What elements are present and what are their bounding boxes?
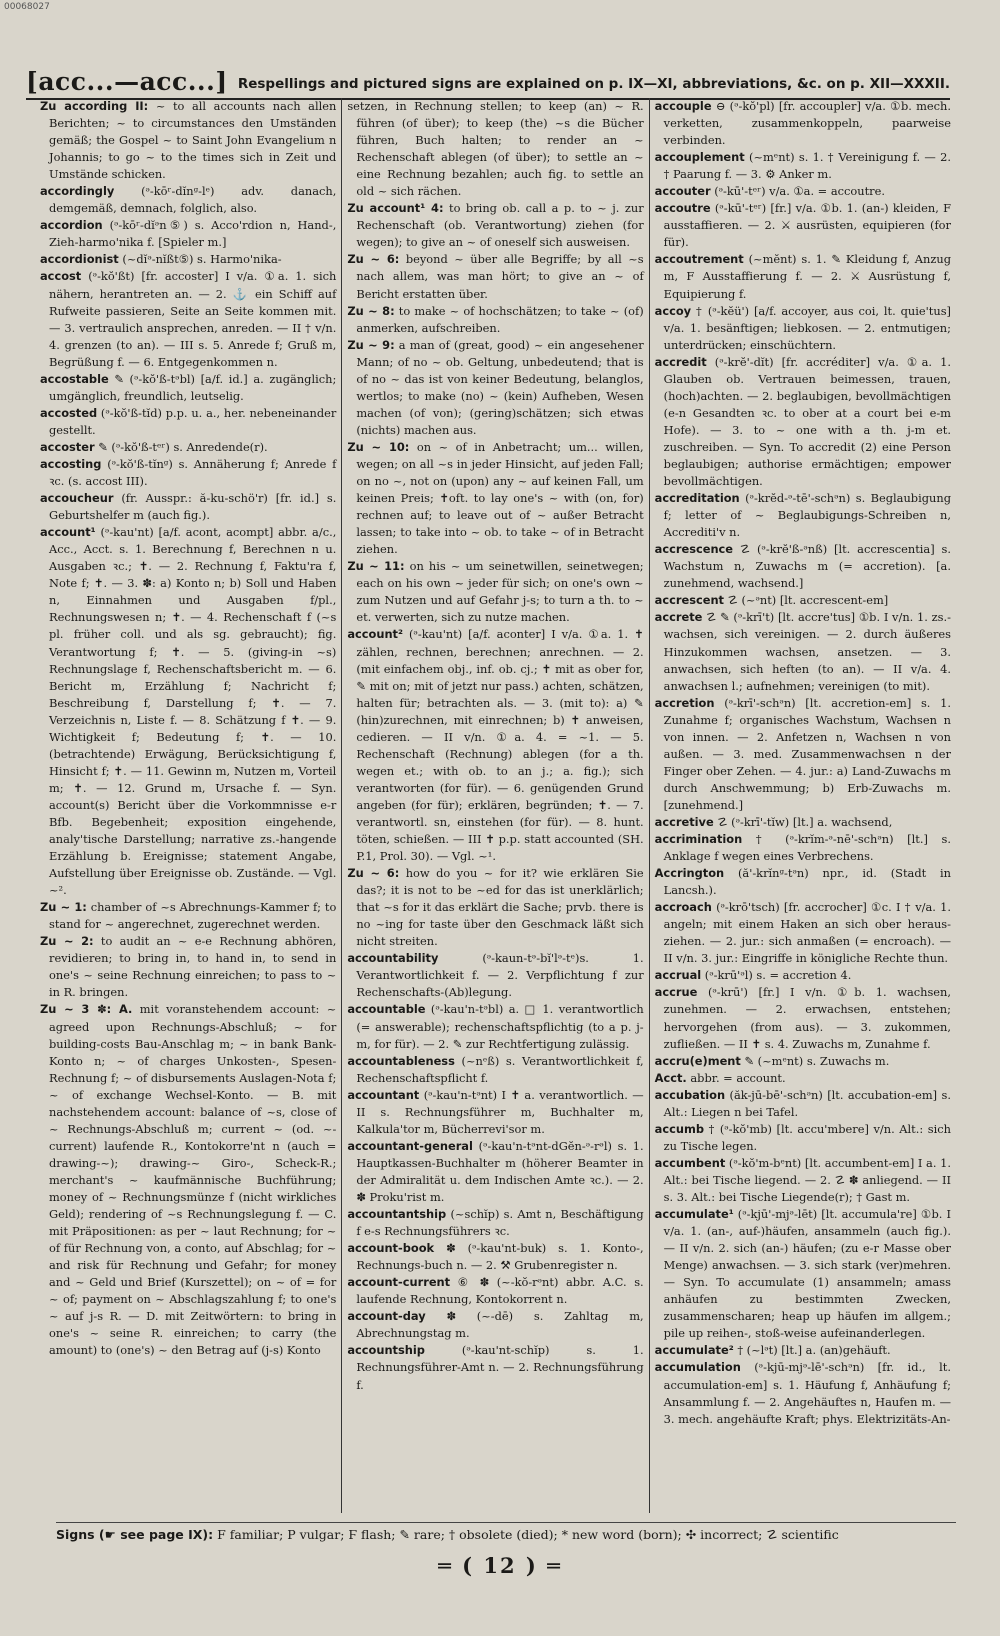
entry-headword: accordingly — [40, 184, 115, 199]
entry-text: ☡ (~ᵊnt) [lt. accrescent-em] — [727, 593, 889, 608]
dictionary-entry — [347, 950, 643, 1001]
dictionary-entry — [40, 456, 336, 490]
dictionary-entry — [347, 1274, 643, 1308]
entry-headword: accreditation — [654, 491, 740, 506]
entry-headword: accrescence — [654, 542, 734, 557]
column-3 — [649, 98, 956, 1513]
dictionary-entry — [655, 183, 951, 200]
entry-headword: accouplement — [654, 150, 745, 165]
dictionary-entry — [655, 200, 951, 251]
entry-headword: accoutre — [654, 201, 711, 216]
entry-text: (ᵊ-kau'n-tᵊnt) I ✝ a. verantwortlich. — II s. Rechnungsführer m, Buchhalter m, Kalkula'tor m, Bücherrevi'sor m. — [356, 1087, 644, 1136]
dictionary-entry — [40, 405, 336, 439]
dictionary-entry — [347, 1053, 643, 1087]
entry-headword: Zu ~ 2: — [40, 934, 94, 949]
dictionary-entry — [655, 149, 951, 183]
dictionary-entry — [655, 303, 951, 354]
entry-headword: accosted — [40, 405, 98, 420]
dictionary-entry — [40, 899, 336, 933]
entry-text: (ᵊ-kau'nt-schĭp) s. 1. Rechnungsführer-Amt n. — 2. Rechnungsführung f. — [356, 1343, 644, 1392]
dictionary-entry — [40, 268, 336, 370]
entry-headword: accostable — [40, 371, 109, 386]
entry-headword: accountableness — [347, 1053, 455, 1068]
entry-text: (ă'-krĭnᵍ-tᵊn) npr., id. (Stadt in Lancsh.). — [663, 866, 951, 898]
dictionary-entry — [655, 695, 951, 814]
dictionary-entry — [347, 1240, 643, 1274]
entry-text: abbr. = account. — [690, 1070, 786, 1085]
entry-headword: account² — [347, 627, 403, 642]
dictionary-entry — [347, 439, 643, 558]
entry-headword: accroach — [654, 900, 712, 915]
entry-text: (ăk-jū-bē'-schᵊn) [lt. accubation-em] s. Alt.: Liegen n bei Tafel. — [663, 1087, 951, 1119]
dictionary-entry — [655, 1342, 951, 1359]
entry-text: ☡ ✎ (ᵊ-krī't) [lt. accre'tus] ①b. I v/n. 1. zs.-wachsen, sich vereinigen. — 2. durch äußeres Hinzukommen wachsen, ansetzen. — 3. anwachsen, sich heften (to an). — II v/a. 4. anwachsen l.; aufnehmen; vereinigen (to mit). — [663, 610, 951, 693]
dictionary-entry — [655, 98, 951, 149]
entry-text: a man of (great, good) ~ ein angesehener Mann; of no ~ ob. Geltung, unbedeutend; that is of no ~ das ist von keiner Bedeutung, belanglos, wertlos; to make (no) ~ (kein) Aufheben, Wesen machen (of von); (gering)schätzen; sich etwas (nichts) machen aus. — [356, 337, 644, 437]
dictionary-entry — [655, 814, 951, 831]
entry-headword: accoutrement — [654, 252, 744, 267]
entry-text: ✎ (~mᵉnt) s. Zuwachs m. — [744, 1053, 890, 1068]
entry-headword: accountant-general — [347, 1138, 473, 1153]
dictionary-entry — [655, 609, 951, 694]
dictionary-entry — [40, 217, 336, 251]
entry-text: ⑥ ✽ (~-kŏ-rᵊnt) abbr. A.C. s. laufende Rechnung, Kontokorrent n. — [356, 1275, 644, 1307]
entry-headword: accoucheur — [40, 491, 114, 506]
guide-words: [acc...—acc...] — [26, 67, 228, 96]
dictionary-entry — [655, 967, 951, 984]
entry-headword: Zu according II: — [40, 99, 149, 113]
signs-text: F familiar; P vulgar; Ϝ flash; ✎ rare; † obsolete (died); * new word (born); ✣ incorrect; ☡ scientific — [217, 1527, 839, 1542]
entry-text: (ᵊ-kjū'-mjᵊ-lēt) [lt. accumula're] ①b. I v/a. 1. (an-, auf-)häufen, ansammeln (auch fig.). — II v/n. 2. sich (an-) häufen; (zu e-r Masse ober Menge) anwachsen. — 3. sich stark (ver)mehren. — Syn. To accumulate (1) ansammeln; amass anhäufen zu bestimmten Zwecken, zusammenscharen; heap up häufen im allgem.; pile up reihen-, stoß-weise aufeinanderlegen. — [663, 1207, 951, 1341]
entry-headword: accoy — [654, 303, 692, 318]
dictionary-entry — [347, 626, 643, 865]
entry-text: (~mᵉnt) s. 1. † Vereinigung f. — 2. † Paarung f. — 3. ⚙ Anker m. — [663, 150, 951, 182]
dictionary-entry — [40, 98, 336, 183]
entry-headword: accountant — [347, 1087, 420, 1102]
columns — [30, 98, 956, 1513]
entry-text: to bring ob. call a p. to ~ j. zur Rechenschaft (ob. Verantwortung) ziehen (for wegen); to give an ~ of oneself sich ausweisen. — [356, 201, 644, 250]
dictionary-entry — [347, 558, 643, 626]
dictionary-entry — [40, 933, 336, 1001]
entry-text: (~nᵉß) s. Verantwortlichkeit f, Rechenschaftspflicht f. — [356, 1053, 644, 1085]
entry-text: how do you ~ for it? wie erklären Sie das?; it is not to be ~ed for das ist unerklärlich; that ~s for it das erklärt die Sache; prvb. there is no ~ing for taste über den Geschmack läßt sich nicht streiten. — [356, 866, 644, 949]
entry-headword: accumb — [654, 1121, 704, 1136]
entry-headword: Zu ~ 6: — [347, 866, 400, 881]
page-number: ═ ( 12 ) ═ — [438, 1553, 562, 1578]
dictionary-entry — [655, 984, 951, 1052]
entry-text: † (ᵊ-krĭm-ᵊ-nē'-schᵊn) [lt.] s. Anklage f wegen eines Verbrechens. — [663, 832, 951, 864]
entry-headword: accretive — [654, 814, 714, 829]
dictionary-entry — [347, 251, 643, 302]
dictionary-entry — [655, 865, 951, 899]
entry-headword: Zu account¹ 4: — [347, 201, 444, 216]
signs-legend — [56, 1522, 956, 1542]
entry-text: (ᵊ-kŏ'm-bᵉnt) [lt. accumbent-em] I a. 1. Alt.: bei Tische liegend. — 2. ☡ ✽ anliegend. — II s. 3. Alt.: bei Tische Liegende(r); † Gast m. — [663, 1155, 951, 1204]
dictionary-entry — [655, 490, 951, 541]
dictionary-entry — [347, 337, 643, 439]
dictionary-entry — [347, 1001, 643, 1052]
entry-headword: Accrington — [654, 866, 725, 881]
entry-headword: accrue — [654, 985, 698, 1000]
entry-text: (ᵊ-kŏ'ß-tĭd) p.p. u. a., her. nebeneinander gestellt. — [49, 405, 337, 437]
entry-headword: Zu ~ 3 ✽: A. — [40, 1002, 133, 1017]
entry-text: (ᵊ-kŏ'ß-tĭnᵍ) s. Annäherung f; Anrede f ꝛc. (s. accost III). — [49, 456, 337, 489]
entry-headword: account¹ — [40, 525, 96, 540]
dictionary-entry — [655, 1053, 951, 1070]
entry-text: (ᵊ-kau'n-tᵊnt-dGĕn-ᵊ-rᵊl) s. 1. Hauptkassen-Buchhalter m (höherer Beamter in der Admiralität u. dem Indischen Amte ꝛc.). — 2. ✽ Proku'rist m. — [356, 1138, 644, 1204]
entry-text: † (ᵊ-kŏ'mb) [lt. accu'mbere] v/n. Alt.: sich zu Tische legen. — [663, 1121, 951, 1153]
column-1 — [30, 98, 341, 1513]
entry-text: to audit an ~ e-e Rechnung abhören, revidieren; to bring in, to hand in, to send in one's ~ seine Rechnung einreichen; to pass to ~ in R. bringen. — [49, 934, 337, 1000]
entry-text: beyond ~ über alle Begriffe; by all ~s nach allem, was man hört; to give an ~ of Bericht erstatten über. — [356, 252, 644, 301]
entry-text: (~dĭᵊ-nĭßt⑤) s. Harmo'nika- — [122, 252, 282, 267]
entry-headword: accrual — [654, 968, 702, 983]
entry-text: (ᵊ-kjū-mjᵊ-lē'-schᵊn) [fr. id., lt. accumulation-em] s. 1. Häufung f, Anhäufung f; Ansammlung f. — 2. Angehäuftes n, Haufen m. — 3. mech. angehäufte Kraft; phys. Elektrizitäts-An- — [663, 1360, 951, 1426]
entry-text: (fr. Ausspr.: ă-ku-schö'r) [fr. id.] s. Geburtshelfer m (auch fig.). — [49, 491, 337, 523]
entry-headword: account-current — [347, 1275, 451, 1290]
entry-text: on ~ of in Anbetracht; um... willen, wegen; on all ~s in jeder Hinsicht, auf jeden Fall; on no ~, not on (upon) any ~ auf keinen Fall, um keinen Preis; ✝oft. to lay one's ~ with (on, for) rechnen auf; to leave out of ~ außer Betracht lassen; to take into ~ ob. to take ~ of in Betracht ziehen. — [356, 439, 644, 557]
entry-headword: accredit — [654, 354, 707, 369]
entry-text: (ᵊ-kōʳ-dĭᵊn⑤) s. Acco'rdion n, Hand-, Zieh-harmo'nika f. [Spieler m.] — [49, 218, 337, 250]
entry-text: (~schĭp) s. Amt n, Beschäftigung f e-s Rechnungsführers ꝛc. — [356, 1207, 644, 1239]
dictionary-entry — [655, 592, 951, 609]
entry-headword: accouter — [654, 184, 711, 199]
entry-text: (ᵊ-krĕd-ᵊ-tē'-schᵊn) s. Beglaubigung f; letter of ~ Beglaubigungs-Schreiben n, Accrediti'v n. — [663, 491, 951, 540]
page-header — [26, 58, 950, 100]
dictionary-entry — [347, 1138, 643, 1206]
dictionary-entry — [655, 354, 951, 490]
dictionary-entry — [40, 251, 336, 268]
entry-headword: accosting — [40, 456, 102, 471]
dictionary-entry — [347, 1087, 643, 1138]
entry-text: ⊖ (ᵊ-kŏ'pl) [fr. accoupler] v/a. ①b. mech. verketten, zusammenkoppeln, paarweise verbinden. — [663, 99, 951, 148]
dictionary-entry — [40, 439, 336, 456]
dictionary-entry — [655, 251, 951, 302]
entry-headword: Zu ~ 11: — [347, 559, 405, 574]
dictionary-entry — [347, 1308, 643, 1342]
entry-headword: accountability — [347, 951, 439, 966]
entry-headword: Zu ~ 6: — [347, 252, 400, 267]
dictionary-entry — [347, 865, 643, 950]
entry-text: (ᵊ-krū'ᵊl) s. = accretion 4. — [704, 968, 852, 983]
entry-text: (ᵊ-kau'n-tᵊbl) a. □ 1. verantwortlich (= answerable); rechenschaftspflichtig (to a p. j-m, for für). — 2. ✎ zur Rechtfertigung zulässig. — [356, 1002, 644, 1051]
entry-headword: accrete — [654, 610, 703, 625]
entry-headword: accordion — [40, 218, 103, 233]
dictionary-entry — [40, 183, 336, 217]
entry-text: ✎ (ᵊ-kŏ'ß-tᵊbl) [a/f. id.] a. zugänglich; umgänglich, freundlich, leutselig. — [49, 371, 337, 403]
dictionary-entry — [655, 899, 951, 967]
entry-text: (ᵊ-kau'nt) [a/f. acont, acompt] abbr. a/c., Acc., Acct. s. 1. Berechnung f, Berechnen n u. Ausgaben ꝛc.; ✝. — 2. Rechnung f, Faktu'ra f, Note f; ✝. — 3. ✽: a) Konto n; b) Soll und Haben n, Einnahmen und Ausgaben f/pl., Rechnungswesen n; ✝. — 4. Rechenschaft f (~s pl. früher coll. und als sg. gebraucht); fig. Verantwortung f; ✝. — 5. (giving-in ~s) Rechnungslage f, Rechenschaftsbericht m. — 6. Bericht m, Erzählung f; Nachricht f; Beschreibung f, Darstellung f; ✝. — 7. Verzeichnis n, Liste f. — 8. Schätzung f ✝. — 9. Wichtigkeit f; Bedeutung f; ✝. — 10. (betrachtende) Erwägung, Berücksichtigung f, Hinsicht f; ✝. — 11. Gewinn m, Nutzen m, Vorteil m; ✝. — 12. Grund m, Ursache f. — Syn. account(s) Bericht über die Vorkommnisse e-r Bfb. Begebenheit; exposition eingehende, analy'tische Darstellung; narrative zs.-hangende Erzählung b. Ereignisse; statement Angabe, Aufstellung über Ereignisse ob. Zustände. — Vgl. ~². — [49, 525, 337, 898]
dictionary-entry — [347, 1342, 643, 1393]
entry-headword: Zu ~ 8: — [347, 303, 395, 318]
entry-headword: accoster — [40, 439, 95, 454]
entry-text: (ᵊ-krĕ'-dĭt) [fr. accréditer] v/a. ①a. 1. Glauben ob. Vertrauen beimessen, trauen, (hoch)achten. — 2. beglaubigen, bevollmächtigen (e-n Gesandten ꝛc. to ober at a court bei e-m Hofe). — 3. to ~ one with a th. j-m et. zuschreiben. — Syn. To accredit (2) eine Person beglaubigen; authorise ermächtigen; empower bevollmächtigen. — [663, 354, 951, 489]
entry-text: (ᵊ-krō'tsch) [fr. accrocher] ①c. I † v/a. 1. angeln; mit einem Haken an sich ober heraus-ziehen. — 2. jur.: sich anmaßen (= encroach). — II v/n. 3. jur.: Eingriffe in königliche Rechte thun. — [663, 900, 951, 966]
dictionary-entry — [40, 490, 336, 524]
dictionary-entry — [40, 371, 336, 405]
signs-label: Signs (☛ see page IX): — [56, 1527, 214, 1542]
dictionary-entry — [655, 1121, 951, 1155]
entry-text: mit voranstehendem account: ~ agreed upon Rechnungs-Abschluß; ~ for building-costs Bau-Anschlag m; ~ in bank Bank-Konto n; ~ of charges Unkosten-, Spesen-Rechnung f; ~ of disbursements Auslagen-Nota f; ~ of exchange Wechsel-Konto. — B. mit nachstehendem account: balance of ~s, close of ~ Rechnungs-Abschluß m; current ~ (od. ~-current) laufende R., Kontokorre'nt n (auch = drawing-~); drawing-~ Giro-, Scheck-R.; merchant's ~ kaufmännische Buchführung; money of ~ Rechnungsmünze f (nicht wirkliches Geld); rendering of ~s Rechnungslegung f. — C. mit Präpositionen: as per ~ laut Rechnung; for ~ of für Rechnung von, a conto, auf Abschlag; for ~ and risk für Rechnung und Gefahr; for money and ~ Geld und Brief (Kurszettel); on ~ of = for ~ of; payment on ~ Abschlagszahlung f; to one's ~ auf j-s R. — D. mit Zeitwörtern: to bring in one's ~ seine R. einreichen; to carry (the amount) to (one's) ~ den Betrag auf (j-s) Konto — [49, 1002, 337, 1358]
dictionary-entry — [40, 524, 336, 899]
entry-headword: accumbent — [654, 1155, 726, 1170]
entry-text: setzen, in Rechnung stellen; to keep (an) ~ R. führen (of über); to keep (the) ~s die Bücher führen, Buch halten; to render an ~ Rechenschaft ablegen (of über); to settle an ~ eine Rechnung bezahlen; auch fig. to settle an old ~ sich rächen. — [347, 99, 644, 199]
entry-headword: Zu ~ 9: — [347, 337, 395, 352]
entry-text: (ᵊ-kū'-tᵉʳ) v/a. ①a. = accoutre. — [714, 184, 885, 199]
entry-text: (ᵊ-krū') [fr.] I v/n. ①b. 1. wachsen, zunehmen. — 2. erwachsen, entstehen; hervorgehen (from aus). — 3. zukommen, zufließen. — II ✝ s. 4. Zuwachs m, Zunahme f. — [663, 985, 951, 1051]
entry-text: † (~lᵊt) [lt.] a. (an)gehäuft. — [737, 1343, 891, 1358]
header-note: Respellings and pictured signs are explained on p. IX—XI, abbreviations, &c. on p. XII—XXXII. — [237, 76, 950, 92]
entry-text: (ᵊ-krī'-schᵊn) [lt. accretion-em] s. 1. Zunahme f; organisches Wachstum, Wachsen n von innen. — 2. Anfetzen n, Wachsen n von außen. — 3. med. Zusammenwachsen n der Finger ober Zehen. — 4. jur.: a) Land-Zuwachs m durch Anschwemmung; b) Erb-Zuwachs m. [zunehmend.] — [663, 695, 951, 812]
entry-headword: accumulation — [654, 1360, 741, 1375]
entry-text: (ᵊ-kaun-tᵊ-bĭ'lᵊ-tᵉ)s. 1. Verantwortlichkeit f. — 2. Verpflichtung f zur Rechenschafts-(Ab)legung. — [356, 951, 644, 1000]
entry-headword: accost — [40, 269, 82, 284]
entry-headword: accumulate¹ — [654, 1207, 734, 1222]
entry-text: on his ~ um seinetwillen, seinetwegen; each on his own ~ jeder für sich; on one's own ~ zum Nutzen und auf Gefahr j-s; to turn a th. to ~ et. verwerten, sich zu nutze machen. — [356, 559, 644, 625]
entry-text: chamber of ~s Abrechnungs-Kammer f; to stand for ~ angerechnet, zugerechnet werden. — [49, 900, 337, 932]
dictionary-entry — [40, 1001, 336, 1359]
entry-headword: Acct. — [654, 1070, 687, 1085]
dictionary-entry — [655, 1155, 951, 1206]
entry-headword: accouple — [654, 99, 712, 113]
dictionary-entry — [347, 200, 643, 251]
entry-text: ☡ (ᵊ-krĕ'ß-ᵊnß) [lt. accrescentia] s. Wachstum n, Zuwachs m (= accretion). [a. zunehmend, wachsend.] — [663, 542, 951, 591]
dictionary-entry — [655, 1087, 951, 1121]
scan-id: 00068027 — [4, 2, 50, 12]
entry-text: (ᵊ-kōʳ-dĭnᵍ-lᵉ) adv. danach, demgemäß, demnach, folglich, also. — [49, 184, 337, 216]
entry-text: ✽ (ᵊ-kau'nt-buk) s. 1. Konto-, Rechnungs-buch n. — 2. ⚒ Grubenregister n. — [356, 1241, 644, 1273]
entry-headword: accrescent — [654, 593, 725, 608]
entry-headword: account-book — [347, 1241, 435, 1256]
entry-headword: accountable — [347, 1002, 426, 1017]
entry-headword: accretion — [654, 695, 715, 710]
entry-headword: accrimination — [654, 832, 743, 847]
entry-headword: account-day — [347, 1309, 426, 1324]
dictionary-entry — [347, 303, 643, 337]
dictionary-entry — [655, 1206, 951, 1342]
entry-text: ✎ (ᵊ-kŏ'ß-tᵉʳ) s. Anredende(r). — [98, 439, 268, 454]
entry-text: (ᵊ-kau'nt) [a/f. aconter] I v/a. ①a. 1. ✝ zählen, rechnen, berechnen; anrechnen. — 2. (mit einfachem obj., inf. ob. cj.; ✝ mit as ober for, ✎ mit on; mit of jetzt nur pass.) achten, schätzen, halten für; betrachten als. — 3. (mit to): a) ✎ (hin)zurechnen, mit einrechnen; b) ✝ anweisen, cedieren. — II v/n. ①a. 4. = ~1. — 5. Rechenschaft (Rechnung) ablegen (for a th. wegen et.; with ob. to an j.; a. fig.); sich verantworten (for für). — 6. genügenden Grund angeben (for für); erklären, begründen; ✝. — 7. verantwortl. sn, einstehen (for für). — 8. hunt. töten, schießen. — III ✝ p.p. statt accounted (SH. P.1, Prol. 30). — Vgl. ~¹. — [356, 627, 644, 864]
entry-headword: accumulate² — [654, 1343, 734, 1358]
entry-text: to make ~ of hochschätzen; to take ~ (of) anmerken, aufschreiben. — [356, 303, 644, 335]
entry-text: (ᵊ-kū'-tᵉʳ) [fr.] v/a. ①b. 1. (an-) kleiden, F ausstaffieren. — 2. ⚔ ausrüsten, equipieren (for für). — [663, 201, 951, 250]
entry-text: † (ᵊ-kĕü') [a/f. accoyer, aus coi, lt. quie'tus] v/a. 1. besänftigen; liebkosen. — 2. entmutigen; unterdrücken; einschüchtern. — [663, 303, 951, 352]
entry-headword: accountship — [347, 1343, 425, 1358]
dictionary-entry — [655, 541, 951, 592]
entry-headword: Zu ~ 1: — [40, 900, 87, 915]
column-2 — [341, 98, 648, 1513]
dictionary-entry — [655, 1070, 951, 1087]
entry-headword: accru(e)ment — [654, 1053, 741, 1068]
entry-text: (~mĕnt) s. 1. ✎ Kleidung f, Anzug m, F Ausstaffierung f. — 2. ⚔ Ausrüstung f, Equipierung f. — [663, 252, 951, 301]
entry-headword: accountantship — [347, 1207, 447, 1222]
dictionary-entry — [347, 1206, 643, 1240]
entry-text: ☡ (ᵊ-krī'-tĭw) [lt.] a. wachsend, — [717, 814, 893, 829]
dictionary-entry — [655, 1359, 951, 1427]
entry-headword: accubation — [654, 1087, 726, 1102]
dictionary-entry — [655, 831, 951, 865]
entry-text: ✽ (~-dē) s. Zahltag m, Abrechnungstag m. — [356, 1309, 644, 1341]
entry-headword: Zu ~ 10: — [347, 439, 410, 454]
entry-text: ~ to all accounts nach allen Berichten; ~ to circumstances den Umständen gemäß; the Gospel ~ to Saint John Evangelium n Johannis; to go ~ to the times sich in Zeit und Umstände schicken. — [49, 99, 337, 182]
entry-headword: accordionist — [40, 252, 119, 267]
entry-text: (ᵊ-kŏ'ßt) [fr. accoster] I v/a. ①a. 1. sich nähern, herantreten an. — 2. ⚓ ein Schiff auf Rufweite passieren, Seite an Seite kommen mit. — 3. vertraulich ansprechen, anreden. — II † v/n. 4. grenzen (to an). — III s. 5. Anrede f; Gruß m, Begrüßung f. — 6. Entgegenkommen n. — [49, 269, 337, 369]
dictionary-entry — [347, 98, 643, 200]
